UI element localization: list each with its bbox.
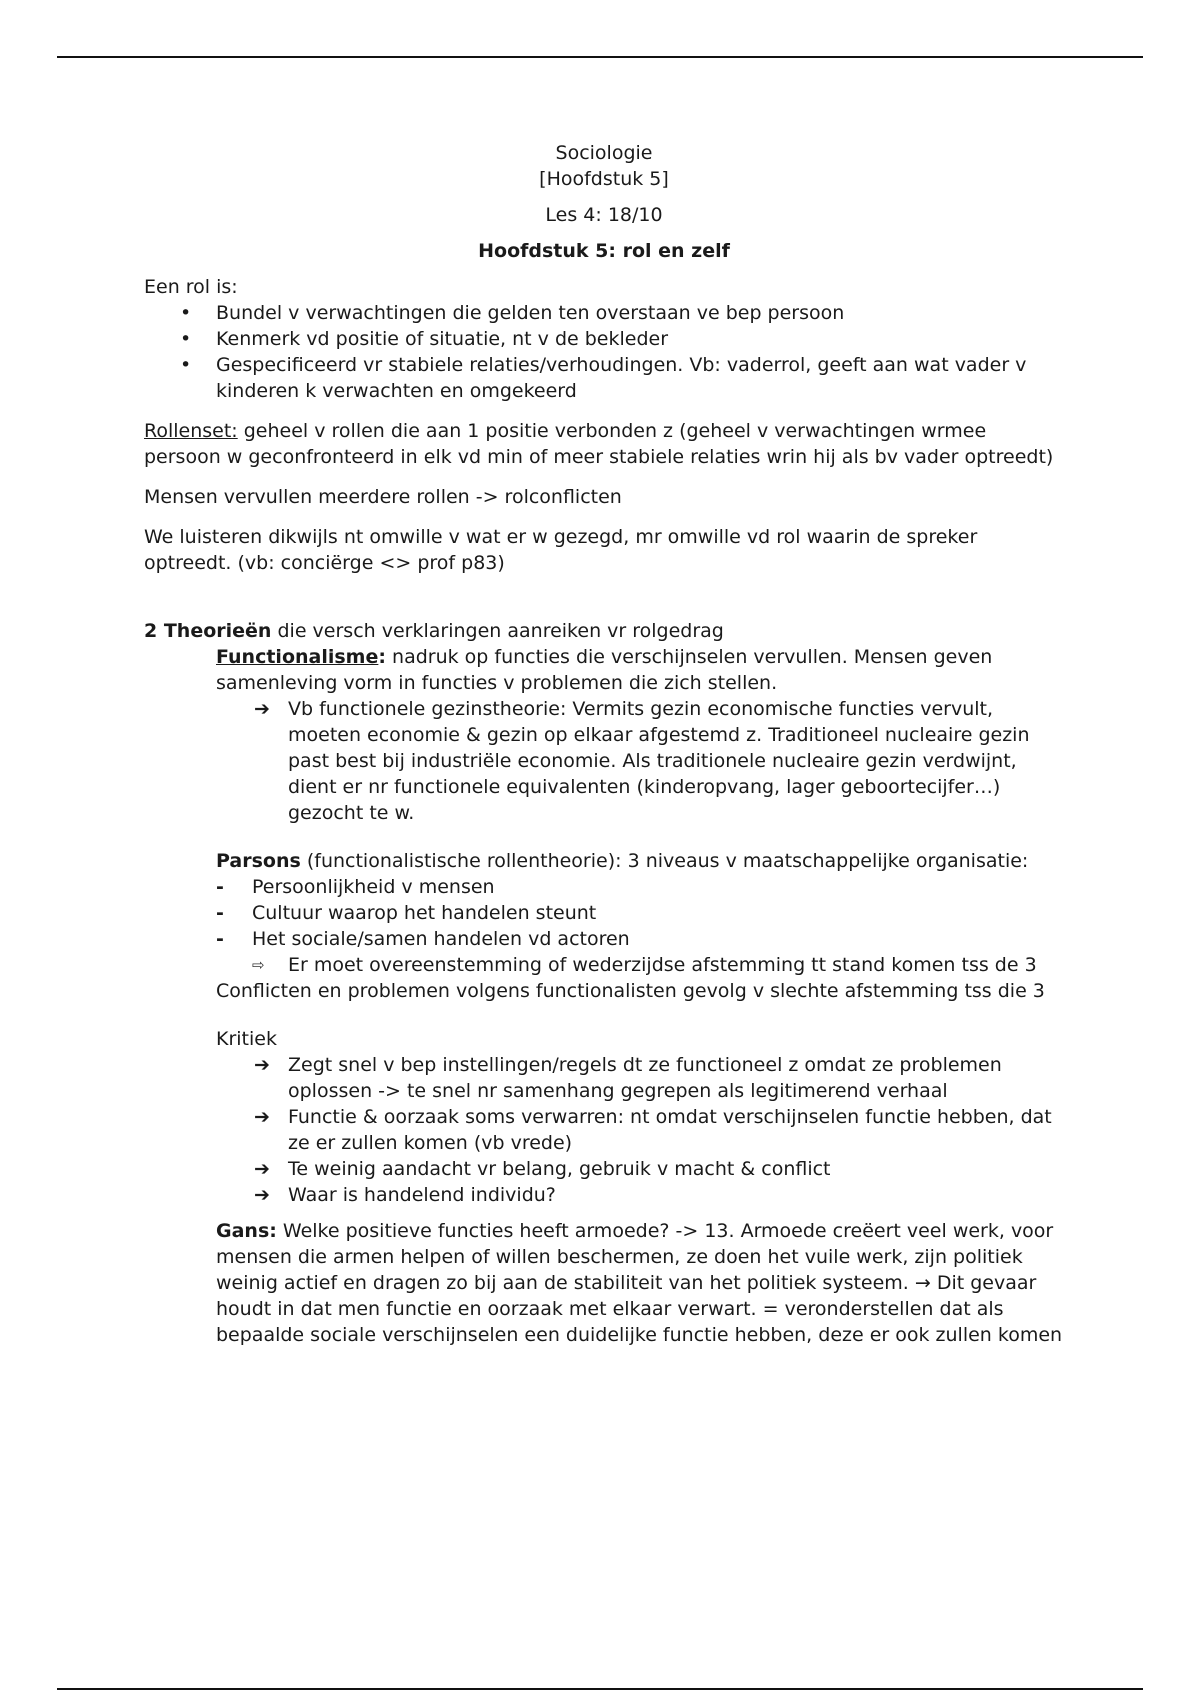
critique-point: ➔ Zegt snel v bep instellingen/regels dt ze functioneel z omdat ze problemen oplossen -> te snel nr samenhang gegrepen als legitimerend verhaal: [254, 1054, 1002, 1102]
parsons-name: Parsons: [216, 850, 301, 872]
chapter-heading: Hoofdstuk 5: rol en zelf: [478, 240, 730, 262]
list-item: • Bundel v verwachtingen die gelden ten overstaan ve bep persoon: [180, 302, 845, 324]
list-item: • Kenmerk vd positie of situatie, nt v de bekleder: [180, 328, 669, 350]
bullet-icon: •: [180, 302, 192, 324]
arrow-icon: ➔: [254, 1106, 270, 1128]
dash-icon: -: [216, 928, 224, 950]
bullet-icon: •: [180, 354, 192, 376]
document-body: [144, 140, 1064, 1348]
list-item: - Cultuur waarop het handelen steunt: [216, 902, 597, 924]
gans-name: Gans:: [216, 1220, 277, 1242]
critique-point: ➔ Functie & oorzaak soms verwarren: nt omdat verschijnselen functie hebben, dat ze er zullen komen (vb vrede): [254, 1106, 1052, 1154]
functionalism-paragraph: Functionalisme: nadruk op functies die verschijnselen vervullen. Mensen geven samenleving vorm in functies v problemen die zich stellen.: [216, 646, 993, 694]
header-rule: [57, 56, 1143, 58]
critique-point: ➔ Te weinig aandacht vr belang, gebruik v macht & conflict: [254, 1158, 831, 1180]
hollow-arrow-icon: ⇨: [252, 956, 265, 974]
footer-rule: [57, 1688, 1143, 1690]
critique-point: ➔ Waar is handelend individu?: [254, 1184, 556, 1206]
rollenset-paragraph: Rollenset: geheel v rollen die aan 1 positie verbonden z (geheel v verwachtingen wrmee persoon w geconfronteerd in elk vd min of meer stabiele relaties wrin hij als bv vader optreedt): [144, 420, 1054, 468]
arrow-icon: ➔: [254, 1158, 270, 1180]
rollenset-term: Rollenset:: [144, 420, 238, 442]
functionalism-term: Functionalisme: [216, 646, 379, 668]
chapter-tag: [Hoofdstuk 5]: [539, 168, 669, 190]
arrow-icon: ➔: [254, 698, 270, 720]
course-title: Sociologie: [555, 142, 653, 164]
list-item: - Het sociale/samen handelen vd actoren: [216, 928, 630, 950]
role-bullet-list: [144, 300, 1064, 404]
arrow-icon: ➔: [254, 1184, 270, 1206]
arrow-icon: ➔: [254, 1054, 270, 1076]
bullet-icon: •: [180, 328, 192, 350]
dash-icon: -: [216, 876, 224, 898]
list-item: • Gespecificeerd vr stabiele relaties/verhoudingen. Vb: vaderrol, geeft aan wat vader v kinderen k verwachten en omgekeerd: [180, 354, 1027, 402]
theories-heading: 2 Theorieën die versch verklaringen aanreiken vr rolgedrag: [144, 620, 724, 642]
role-intro: Een rol is:: [144, 276, 238, 298]
dash-icon: -: [216, 902, 224, 924]
lesson-date: Les 4: 18/10: [545, 204, 663, 226]
list-item: - Persoonlijkheid v mensen: [216, 876, 495, 898]
parsons-conflicts: Conflicten en problemen volgens functionalisten gevolg v slechte afstemming tss die 3: [216, 980, 1045, 1002]
gans-paragraph: Gans: Welke positieve functies heeft armoede? -> 13. Armoede creëert veel werk, voor mensen die armen helpen of willen beschermen, ze doen het vuile werk, zijn politiek weinig actief en dragen zo bij aan de stabiliteit van het politiek systeem. → Dit gevaar houdt in dat men functie en oorzaak met elkaar verwart. = veronderstellen dat als bepaalde sociale verschijnselen een duidelijke functie hebben, deze er ook zullen komen: [216, 1220, 1063, 1346]
listening-paragraph: We luisteren dikwijls nt omwille v wat er w gezegd, mr omwille vd rol waarin de spreker optreedt. (vb: conciërge <> prof p83): [144, 526, 978, 574]
parsons-paragraph: Parsons (functionalistische rollentheorie): 3 niveaus v maatschappelijke organisatie:: [216, 850, 1029, 872]
critique-title: Kritiek: [216, 1028, 277, 1050]
parsons-consensus: ⇨ Er moet overeenstemming of wederzijdse afstemming tt stand komen tss de 3: [252, 954, 1037, 976]
functionalism-example: ➔ Vb functionele gezinstheorie: Vermits gezin economische functies vervult, moeten economie & gezin op elkaar afgestemd z. Traditioneel nucleaire gezin past best bij industriële economie. Als traditionele nucleaire gezin verdwijnt, dient er nr functionele equivalenten (kinderopvang, lager geboortecijfer…) gezocht te w.: [254, 698, 1030, 824]
roles-multiple-paragraph: Mensen vervullen meerdere rollen -> rolconflicten: [144, 486, 622, 508]
